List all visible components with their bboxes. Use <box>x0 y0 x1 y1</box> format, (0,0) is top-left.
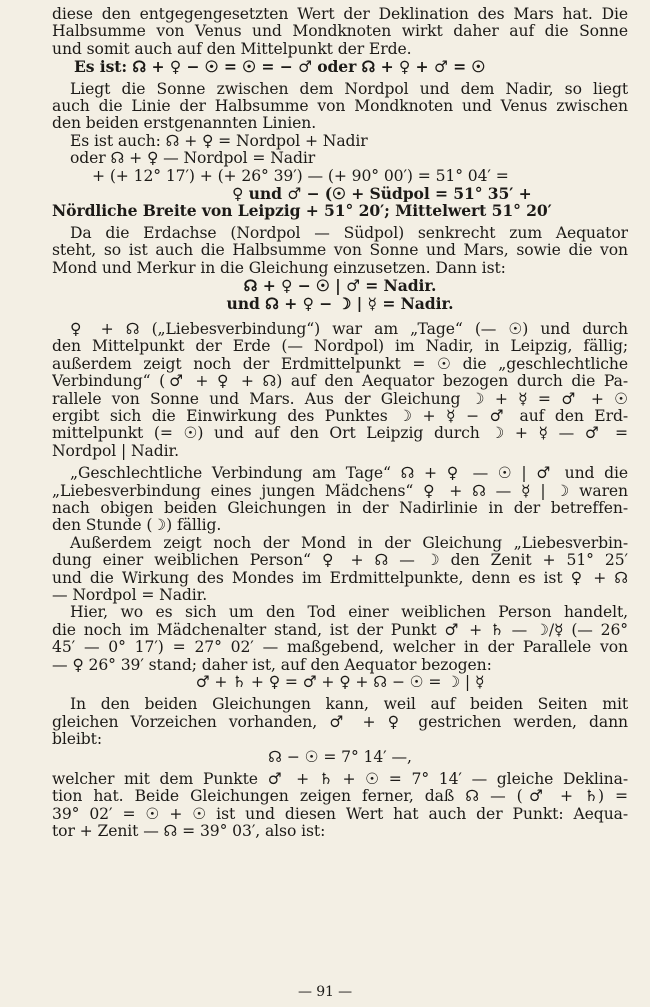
formula-line: ☊ + ♀ − ☉ | ♂ = Nadir. <box>243 277 437 295</box>
text-line: 39° 02′ = ☉ + ☉ ist und diesen Wert hat auch der Punkt: Aequa- <box>52 805 628 823</box>
formula-line: ♀ und ♂ − (☉ + Südpol = 51° 35′ + <box>232 185 532 203</box>
text-line: den Stunde (☽) fällig. <box>52 517 222 535</box>
text-line: den beiden erstgenannten Linien. <box>52 115 317 133</box>
text-line: rallele von Sonne und Mars. Aus der Gleichung ☽ + ☿ = ♂ + ☉ <box>52 390 628 408</box>
text-line: ♀ + ☊ („Liebesverbindung“) war am „Tage“ (— ☉) und durch <box>70 320 628 338</box>
text-line: mittelpunkt (= ☉) und auf den Ort Leipzig durch ☽ + ☿ — ♂ = <box>52 425 628 443</box>
text-line: — ♀ 26° 39′ stand; daher ist, auf den Aequator bezogen: <box>52 656 492 674</box>
text-line: den Mittelpunkt der Erde (— Nordpol) im Nadir, in Leipzig, fällig; <box>52 338 628 356</box>
text-line: tor + Zenit — ☊ = 39° 03′, also ist: <box>52 823 326 841</box>
text-line: „Liebesverbindung eines jungen Mädchens“ ♀ + ☊ — ☿ | ☽ waren <box>52 482 628 500</box>
text-line: — Nordpol = Nadir. <box>52 587 208 604</box>
text-line: Nordpol | Nadir. <box>52 442 180 460</box>
text-line: bleibt: <box>52 731 102 749</box>
formula-line: ☊ − ☉ = 7° 14′ —, <box>268 748 412 766</box>
text-line: ergibt sich die Einwirkung des Punktes ☽ + ☿ − ♂ auf den Erd- <box>52 407 628 425</box>
formula-line: und ☊ + ♀ − ☽ | ☿ = Nadir. <box>226 294 454 312</box>
text-line: In den beiden Gleichungen kann, weil auf beiden Seiten mit <box>70 696 628 714</box>
text-line: Da die Erdachse (Nordpol — Südpol) senkrecht zum Aequator <box>70 224 628 242</box>
text-line: Verbindung“ (♂ + ♀ + ☊) auf den Aequator bezogen durch die Pa- <box>52 373 628 391</box>
text-line: Hier, wo es sich um den Tod einer weiblichen Person handelt, <box>70 604 628 622</box>
text-line: dung einer weiblichen Person“ ♀ + ☊ — ☽ den Zenit + 51° 25′ <box>52 552 628 570</box>
text-line: nach obigen beiden Gleichungen in der Nadirlinie in der betreffen- <box>52 499 628 517</box>
text-line: Liegt die Sonne zwischen dem Nordpol und dem Nadir, so liegt <box>70 80 628 98</box>
text-line: welcher mit dem Punkte ♂ + ♄ + ☉ = 7° 14′ — gleiche Deklina- <box>52 771 628 789</box>
formula-line: Es ist auch: ☊ + ♀ = Nordpol + Nadir <box>70 132 368 150</box>
text-line: und die Wirkung des Mondes im Erdmittelpunkte, denn es ist ♀ + ☊ <box>52 569 628 587</box>
formula-line: ♂ + ♄ + ♀ = ♂ + ♀ + ☊ − ☉ = ☽ | ☿ <box>195 674 485 692</box>
formula-line: Nördliche Breite von Leipzig + 51° 20′; Mittelwert 51° 20′ <box>52 202 552 220</box>
text-line: 45′ — 0° 17′) = 27° 02′ — maßgebend, welcher in der Parallele von <box>52 639 628 657</box>
text-line: und somit auch auf den Mittelpunkt der Erde. <box>52 40 412 58</box>
text-line: „Geschlechtliche Verbindung am Tage“ ☊ + ♀ — ☉ | ♂ und die <box>70 465 628 483</box>
text-line: außerdem zeigt noch der Erdmittelpunkt = ☉ die „geschlechtliche <box>52 355 628 373</box>
page-number: — 91 — <box>297 983 353 1000</box>
text-line: die noch im Mädchenalter stand, ist der Punkt ♂ + ♄ — ☽/☿ (— 26° <box>52 621 628 639</box>
formula-line: oder ☊ + ♀ — Nordpol = Nadir <box>70 150 316 168</box>
text-line: tion hat. Beide Gleichungen zeigen ferner, daß ☊ — (♂ + ♄) = <box>52 788 628 806</box>
formula-line: + (+ 12° 17′) + (+ 26° 39′) — (+ 90° 00′) = 51° 04′ = <box>92 167 509 185</box>
text-line: steht, so ist auch die Halbsumme von Sonne und Mars, sowie die von <box>52 242 628 260</box>
text-line: gleichen Vorzeichen vorhanden, ♂ + ♀ gestrichen werden, dann <box>52 713 628 731</box>
text-line: auch die Linie der Halbsumme von Mondknoten und Venus zwischen <box>52 98 628 116</box>
text-line: Außerdem zeigt noch der Mond in der Gleichung „Liebesverbin- <box>70 534 628 552</box>
text-line: diese den entgegengesetzten Wert der Deklination des Mars hat. Die <box>52 6 628 23</box>
text-line: Mond und Merkur in die Gleichung einzusetzen. Dann ist: <box>52 259 506 277</box>
text-line: Halbsumme von Venus und Mondknoten wirkt daher auf die Sonne <box>52 23 628 41</box>
formula-line: Es ist: ☊ + ♀ − ☉ = ☉ = − ♂ oder ☊ + ♀ + ♂ = ☉ <box>74 58 486 76</box>
